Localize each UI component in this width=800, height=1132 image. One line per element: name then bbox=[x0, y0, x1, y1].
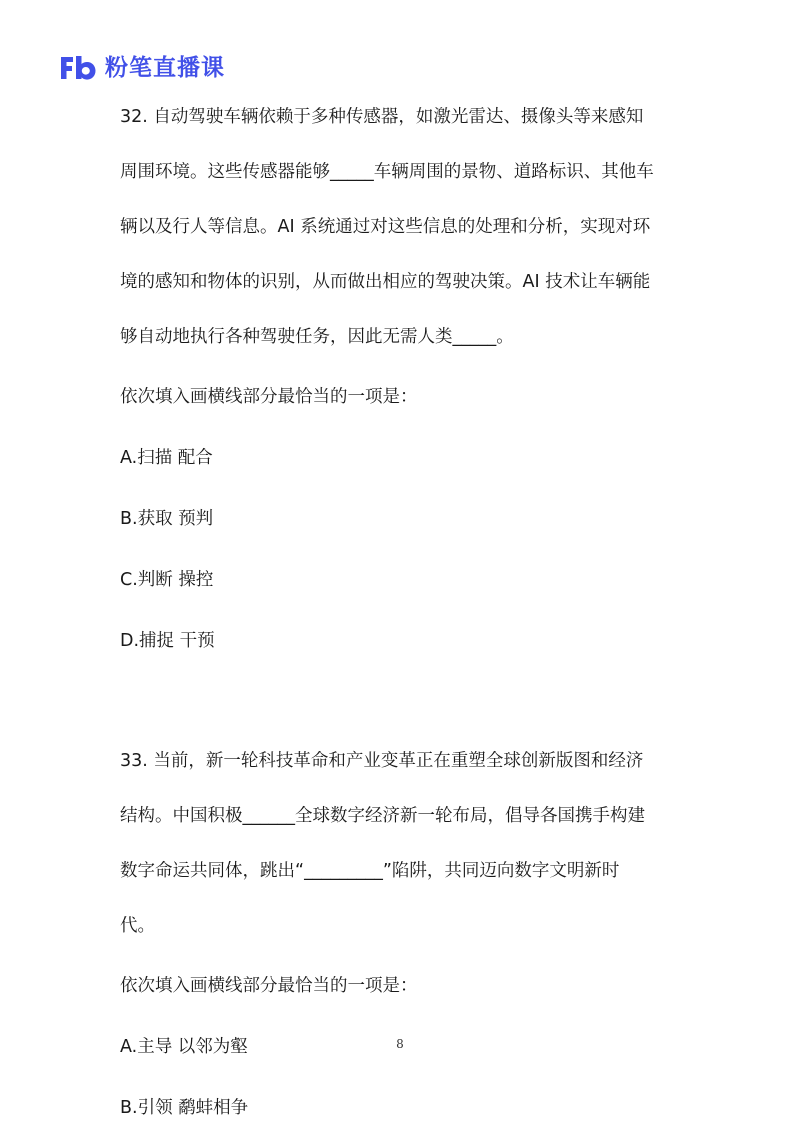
q32-option-d: D.捕捉 干预 bbox=[120, 631, 215, 651]
q32-line-4: 境的感知和物体的识别，从而做出相应的驾驶决策。AI 技术让车辆能 bbox=[120, 272, 651, 292]
brand-logo bbox=[57, 51, 225, 85]
q33-prompt: 依次填入画横线部分最恰当的一项是： bbox=[120, 976, 418, 996]
q32-option-b: B.获取 预判 bbox=[120, 509, 214, 529]
page-number: 8 bbox=[396, 1037, 404, 1051]
q32-option-c: C.判断 操控 bbox=[120, 570, 214, 590]
q32-line-3: 辆以及行人等信息。AI 系统通过对这些信息的处理和分析，实现对环 bbox=[120, 217, 651, 237]
q33-line-2: 结构。中国积极______全球数字经济新一轮布局，倡导各国携手构建 bbox=[120, 806, 645, 826]
fenbi-logo-icon bbox=[57, 53, 101, 83]
q32-line-2: 周围环境。这些传感器能够_____车辆周围的景物、道路标识、其他车 bbox=[120, 162, 654, 182]
q33-option-a: A.主导 以邻为壑 bbox=[120, 1037, 248, 1057]
q33-line-3: 数字命运共同体，跳出“_________”陷阱，共同迈向数字文明新时 bbox=[120, 861, 620, 881]
logo-text: 粉笔直播课 bbox=[105, 55, 225, 81]
q33-line-1: 33. 当前，新一轮科技革命和产业变革正在重塑全球创新版图和经济 bbox=[120, 751, 644, 771]
q32-line-5: 够自动地执行各种驾驶任务，因此无需人类_____。 bbox=[120, 327, 514, 347]
q33-option-b: B.引领 鹬蚌相争 bbox=[120, 1098, 249, 1118]
q32-option-a: A.扫描 配合 bbox=[120, 448, 213, 468]
q33-line-4: 代。 bbox=[120, 916, 155, 936]
q32-prompt: 依次填入画横线部分最恰当的一项是： bbox=[120, 387, 418, 407]
q32-line-1: 32. 自动驾驶车辆依赖于多种传感器，如激光雷达、摄像头等来感知 bbox=[120, 107, 644, 127]
